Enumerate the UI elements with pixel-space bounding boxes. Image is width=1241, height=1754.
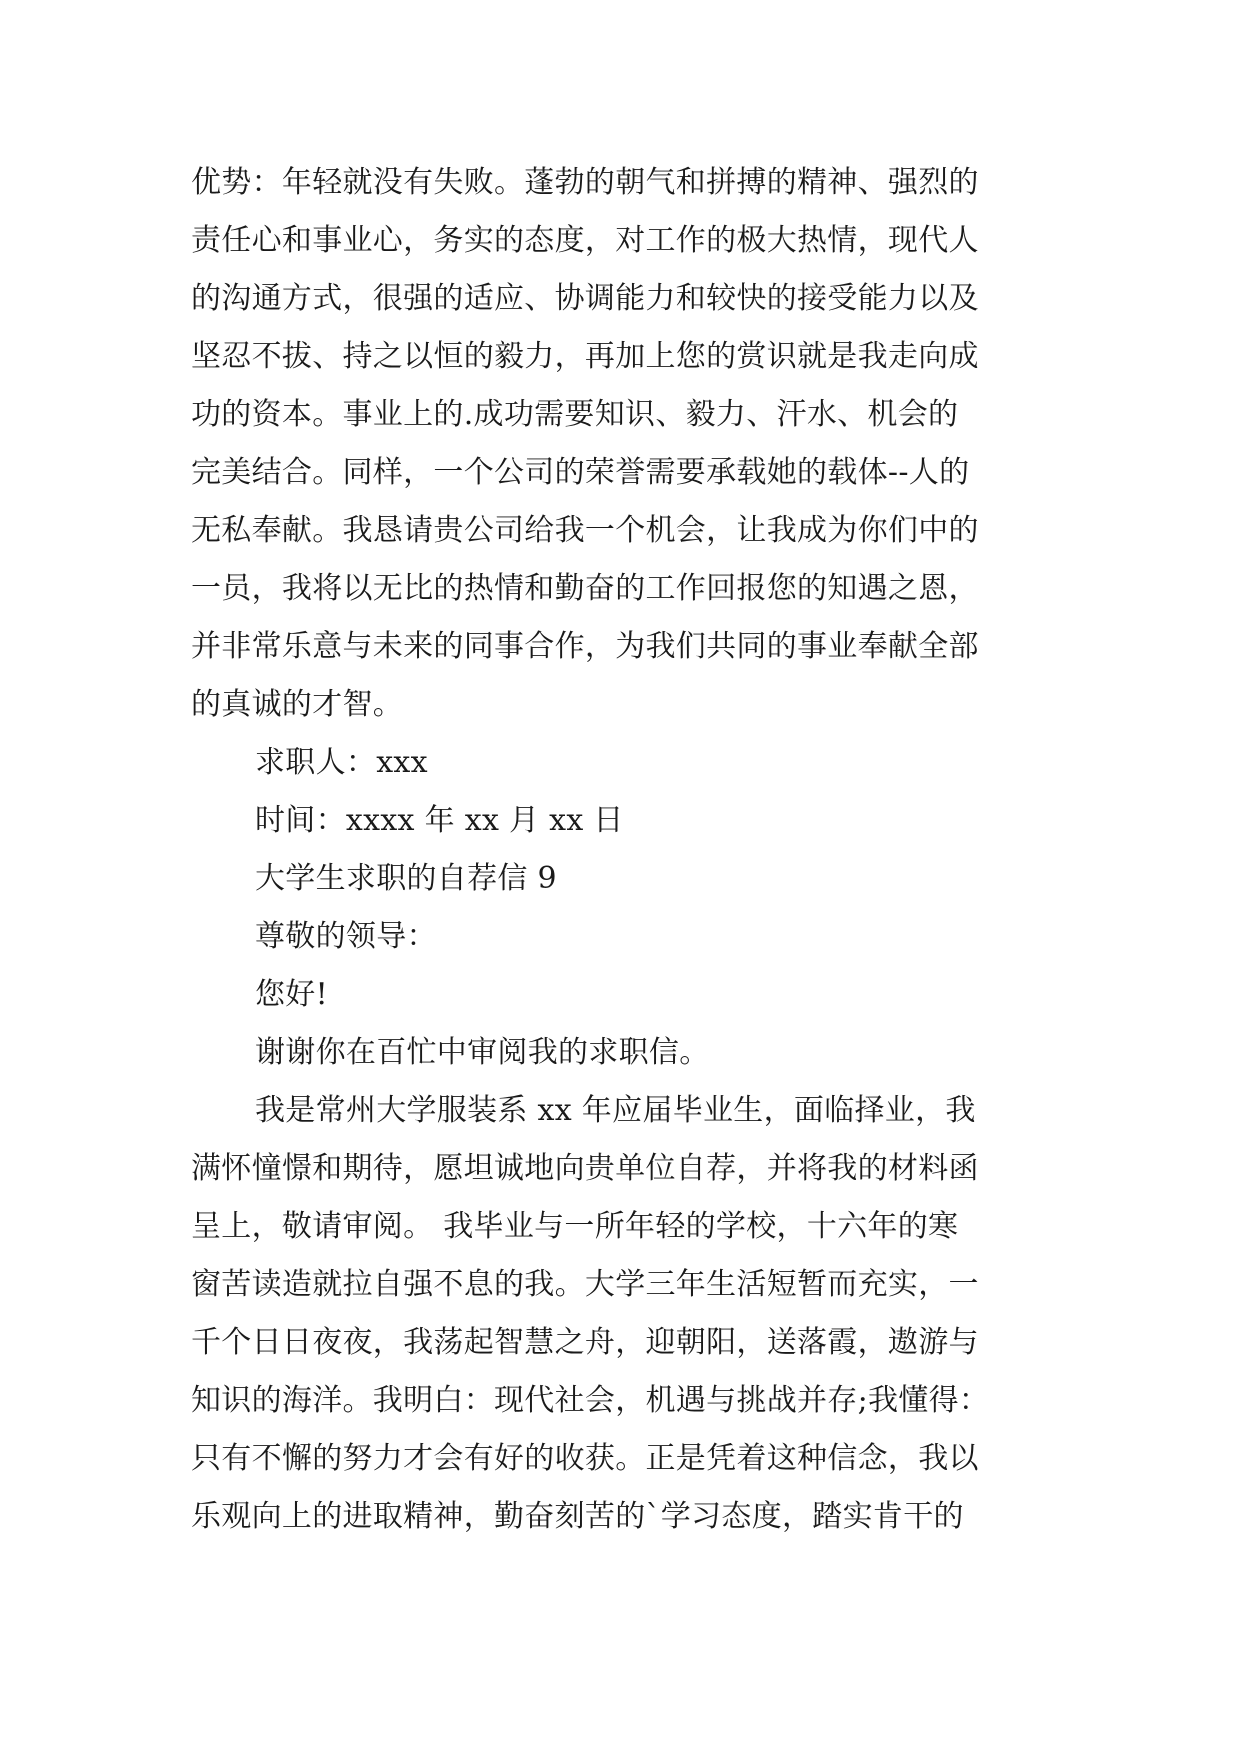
text-line: 只有不懈的努力才会有好的收获。正是凭着这种信念，我以 [191, 1441, 979, 1476]
text-line: 一员，我将以无比的热情和勤奋的工作回报您的知遇之恩， [191, 571, 979, 606]
text-line: 优势：年轻就没有失败。蓬勃的朝气和拼搏的精神、强烈的 [191, 165, 979, 200]
text-line: 满怀憧憬和期待，愿坦诚地向贵单位自荐，并将我的材料函 [191, 1151, 979, 1186]
letter-heading: 大学生求职的自荐信 9 [255, 861, 557, 896]
text-line: 窗苦读造就拉自强不息的我。大学三年生活短暂而充实，一 [191, 1267, 979, 1302]
text-line: 我是常州大学服装系 xx 年应届毕业生，面临择业，我 [255, 1093, 976, 1128]
greeting: 您好! [255, 977, 328, 1012]
text-line: 完美结合。同样，一个公司的荣誉需要承载她的载体--人的 [191, 455, 970, 490]
text-line: 并非常乐意与未来的同事合作，为我们共同的事业奉献全部 [191, 629, 979, 664]
text-line: 谢谢你在百忙中审阅我的求职信。 [255, 1035, 710, 1070]
text-line: 知识的海洋。我明白：现代社会，机遇与挑战并存;我懂得： [191, 1383, 990, 1418]
text-line: 千个日日夜夜，我荡起智慧之舟，迎朝阳，送落霞，遨游与 [191, 1325, 979, 1360]
date-line: 时间：xxxx 年 xx 月 xx 日 [255, 803, 624, 838]
text-line: 的真诚的才智。 [191, 687, 404, 722]
text-line: 的沟通方式，很强的适应、协调能力和较快的接受能力以及 [191, 281, 979, 316]
text-line: 功的资本。事业上的.成功需要知识、毅力、汗水、机会的 [191, 397, 959, 432]
text-line: 坚忍不拔、持之以恒的毅力，再加上您的赏识就是我走向成 [191, 339, 979, 374]
text-line: 呈上，敬请审阅。 我毕业与一所年轻的学校，十六年的寒 [191, 1209, 959, 1244]
text-line: 乐观向上的进取精神，勤奋刻苦的`学习态度，踏实肯干的 [191, 1499, 964, 1534]
text-line: 责任心和事业心，务实的态度，对工作的极大热情，现代人 [191, 223, 979, 258]
text-line: 无私奉献。我恳请贵公司给我一个机会，让我成为你们中的 [191, 513, 979, 548]
salutation: 尊敬的领导： [255, 919, 437, 954]
applicant-line: 求职人：xxx [255, 745, 428, 780]
